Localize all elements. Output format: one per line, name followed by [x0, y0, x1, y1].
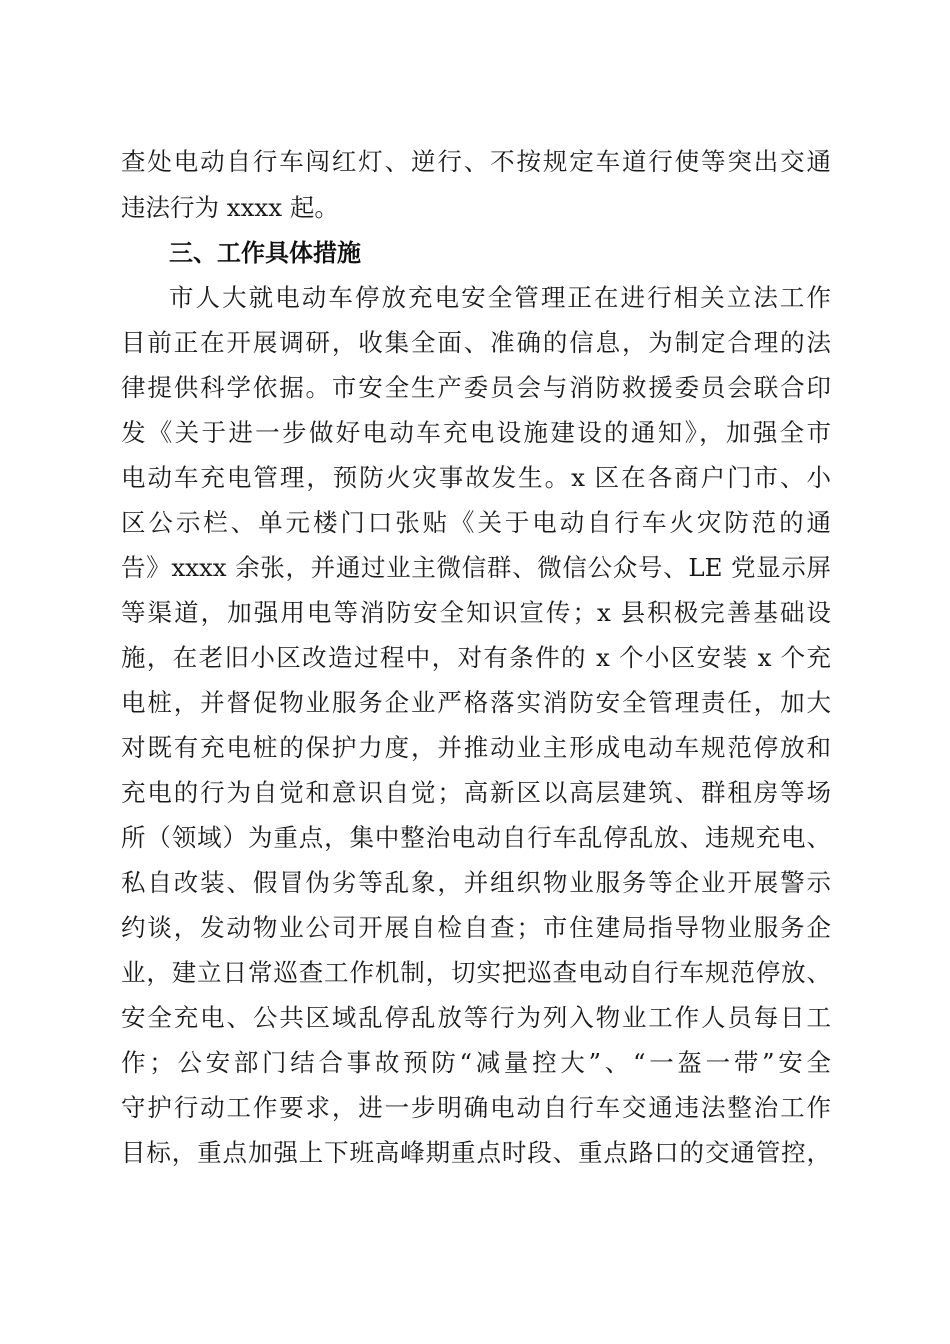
- paragraph-2-line-5: 电动车充电管理，预防火灾事故发生。x 区在各商户门市、小: [121, 463, 831, 492]
- paragraph-2-line-8: 等渠道，加强用电等消防安全知识宣传；x 县积极完善基础设: [121, 598, 831, 627]
- paragraph-2-line-4: 发《关于进一步做好电动车充电设施建设的通知》，加强全市: [121, 418, 831, 447]
- paragraph-2-line-18: 作；公安部门结合事故预防“减量控大”、“一盔一带”安全: [121, 1048, 831, 1077]
- paragraph-2-line-14: 私自改装、假冒伪劣等乱象，并组织物业服务等企业开展警示: [121, 868, 831, 897]
- paragraph-2-line-6: 区公示栏、单元楼门口张贴《关于电动自行车火灾防范的通: [121, 508, 831, 537]
- paragraph-2-line-15: 约谈，发动物业公司开展自检自查；市住建局指导物业服务企: [121, 913, 831, 942]
- paragraph-2-line-19: 守护行动工作要求，进一步明确电动自行车交通违法整治工作: [121, 1093, 831, 1122]
- paragraph-2-line-2: 目前正在开展调研，收集全面、准确的信息，为制定合理的法: [121, 328, 831, 357]
- paragraph-2-line-11: 对既有充电桩的保护力度，并推动业主形成电动车规范停放和: [121, 733, 831, 762]
- paragraph-2-line-16: 业，建立日常巡查工作机制，切实把巡查电动自行车规范停放、: [121, 958, 831, 987]
- paragraph-1-line-2: 违法行为 xxxx 起。: [121, 193, 339, 222]
- paragraph-2-line-1: 市人大就电动车停放充电安全管理正在进行相关立法工作: [169, 283, 831, 312]
- paragraph-2-line-9: 施，在老旧小区改造过程中，对有条件的 x 个小区安装 x 个充: [121, 643, 831, 672]
- paragraph-2-line-20: 目标，重点加强上下班高峰期重点时段、重点路口的交通管控，: [121, 1138, 831, 1167]
- paragraph-2-line-17: 安全充电、公共区域乱停乱放等行为列入物业工作人员每日工: [121, 1003, 831, 1032]
- paragraph-2-line-12: 充电的行为自觉和意识自觉；高新区以高层建筑、群租房等场: [121, 778, 831, 807]
- paragraph-2-line-10: 电桩，并督促物业服务企业严格落实消防安全管理责任，加大: [121, 688, 831, 717]
- paragraph-2-line-13: 所（领域）为重点，集中整治电动自行车乱停乱放、违规充电、: [121, 823, 831, 852]
- section-heading: 三、工作具体措施: [169, 239, 361, 267]
- paragraph-2-line-3: 律提供科学依据。市安全生产委员会与消防救援委员会联合印: [121, 373, 831, 402]
- paragraph-2-line-7: 告》xxxx 余张，并通过业主微信群、微信公众号、LE 党显示屏: [121, 553, 831, 582]
- paragraph-1-line-1: 查处电动自行车闯红灯、逆行、不按规定车道行使等突出交通: [121, 147, 831, 176]
